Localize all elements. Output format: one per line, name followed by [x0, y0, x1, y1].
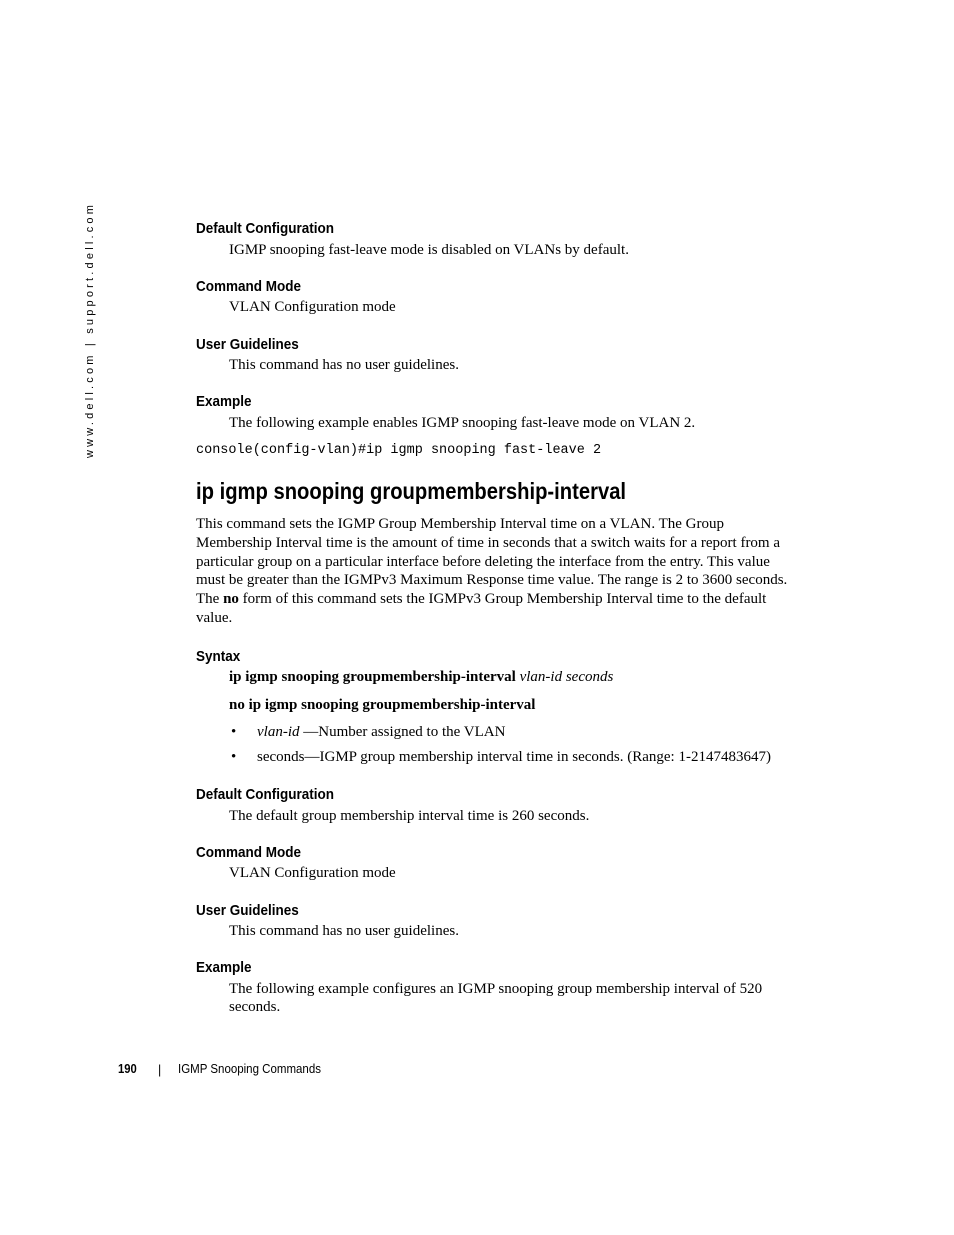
example-text: The following example enables IGMP snooping fast-leave mode on VLAN 2. — [229, 415, 696, 431]
page-title: ip igmp snooping groupmembership-interval — [196, 478, 627, 504]
bullet-glyph: • — [231, 724, 237, 740]
default-config-heading: Default Configuration — [196, 786, 334, 803]
bullet-glyph: • — [231, 749, 237, 765]
chapter-title: IGMP Snooping Commands — [178, 1062, 321, 1076]
side-url: www.dell.com | support.dell.com — [84, 201, 96, 458]
param-desc: seconds—IGMP group membership interval time in seconds. (Range: 1-2147483647) — [257, 749, 771, 765]
command-mode-text: VLAN Configuration mode — [229, 865, 396, 881]
user-guidelines-text: This command has no user guidelines. — [229, 923, 459, 939]
intro-line: This command sets the IGMP Group Membership Interval time on a VLAN. The Group — [196, 516, 724, 532]
footer-separator: | — [158, 1063, 162, 1077]
intro-line — [196, 590, 816, 609]
default-config-heading: Default Configuration — [196, 220, 334, 237]
intro-line: particular group on a particular interface before deleting the interface from the entry. This value — [196, 553, 770, 570]
page-number: 190 — [118, 1062, 137, 1076]
default-config-text: The default group membership interval time is 260 seconds. — [229, 808, 590, 824]
list-item — [231, 749, 771, 766]
user-guidelines-heading: User Guidelines — [196, 336, 299, 353]
syntax-heading: Syntax — [196, 648, 241, 665]
syntax-no-command: no ip igmp snooping groupmembership-interval — [229, 697, 536, 713]
example-heading: Example — [196, 393, 252, 410]
intro-text: The — [196, 591, 224, 608]
command-mode-heading: Command Mode — [196, 278, 302, 295]
intro-paragraph — [196, 515, 816, 628]
user-guidelines-text: This command has no user guidelines. — [229, 357, 459, 373]
syntax-params: vlan-id seconds — [519, 669, 614, 685]
param-term: vlan-id — [257, 724, 300, 740]
param-desc: —Number assigned to the VLAN — [299, 724, 506, 740]
intro-text: form of this command sets the IGMPv3 Group Membership Interval time to the default — [238, 591, 767, 608]
intro-line: value. — [196, 609, 233, 626]
syntax-command-name: ip igmp snooping groupmembership-interval — [229, 669, 516, 685]
list-item — [231, 724, 505, 741]
syntax-command — [229, 668, 613, 687]
example-text: seconds. — [229, 999, 281, 1015]
example-code: console(config-vlan)#ip igmp snooping fast-leave 2 — [196, 443, 602, 458]
command-mode-heading: Command Mode — [196, 844, 302, 861]
default-config-text: IGMP snooping fast-leave mode is disabled on VLANs by default. — [229, 242, 629, 258]
command-mode-text: VLAN Configuration mode — [229, 299, 396, 315]
no-keyword: no — [223, 591, 239, 608]
user-guidelines-heading: User Guidelines — [196, 902, 299, 919]
intro-line: Membership Interval time is the amount of time in seconds that a switch waits for a report from a — [196, 534, 781, 551]
intro-line: must be greater than the IGMPv3 Maximum Response time value. The range is 2 to 3600 seconds. — [196, 572, 788, 589]
example-heading: Example — [196, 959, 252, 976]
example-text: The following example configures an IGMP snooping group membership interval of 520 — [229, 981, 763, 997]
